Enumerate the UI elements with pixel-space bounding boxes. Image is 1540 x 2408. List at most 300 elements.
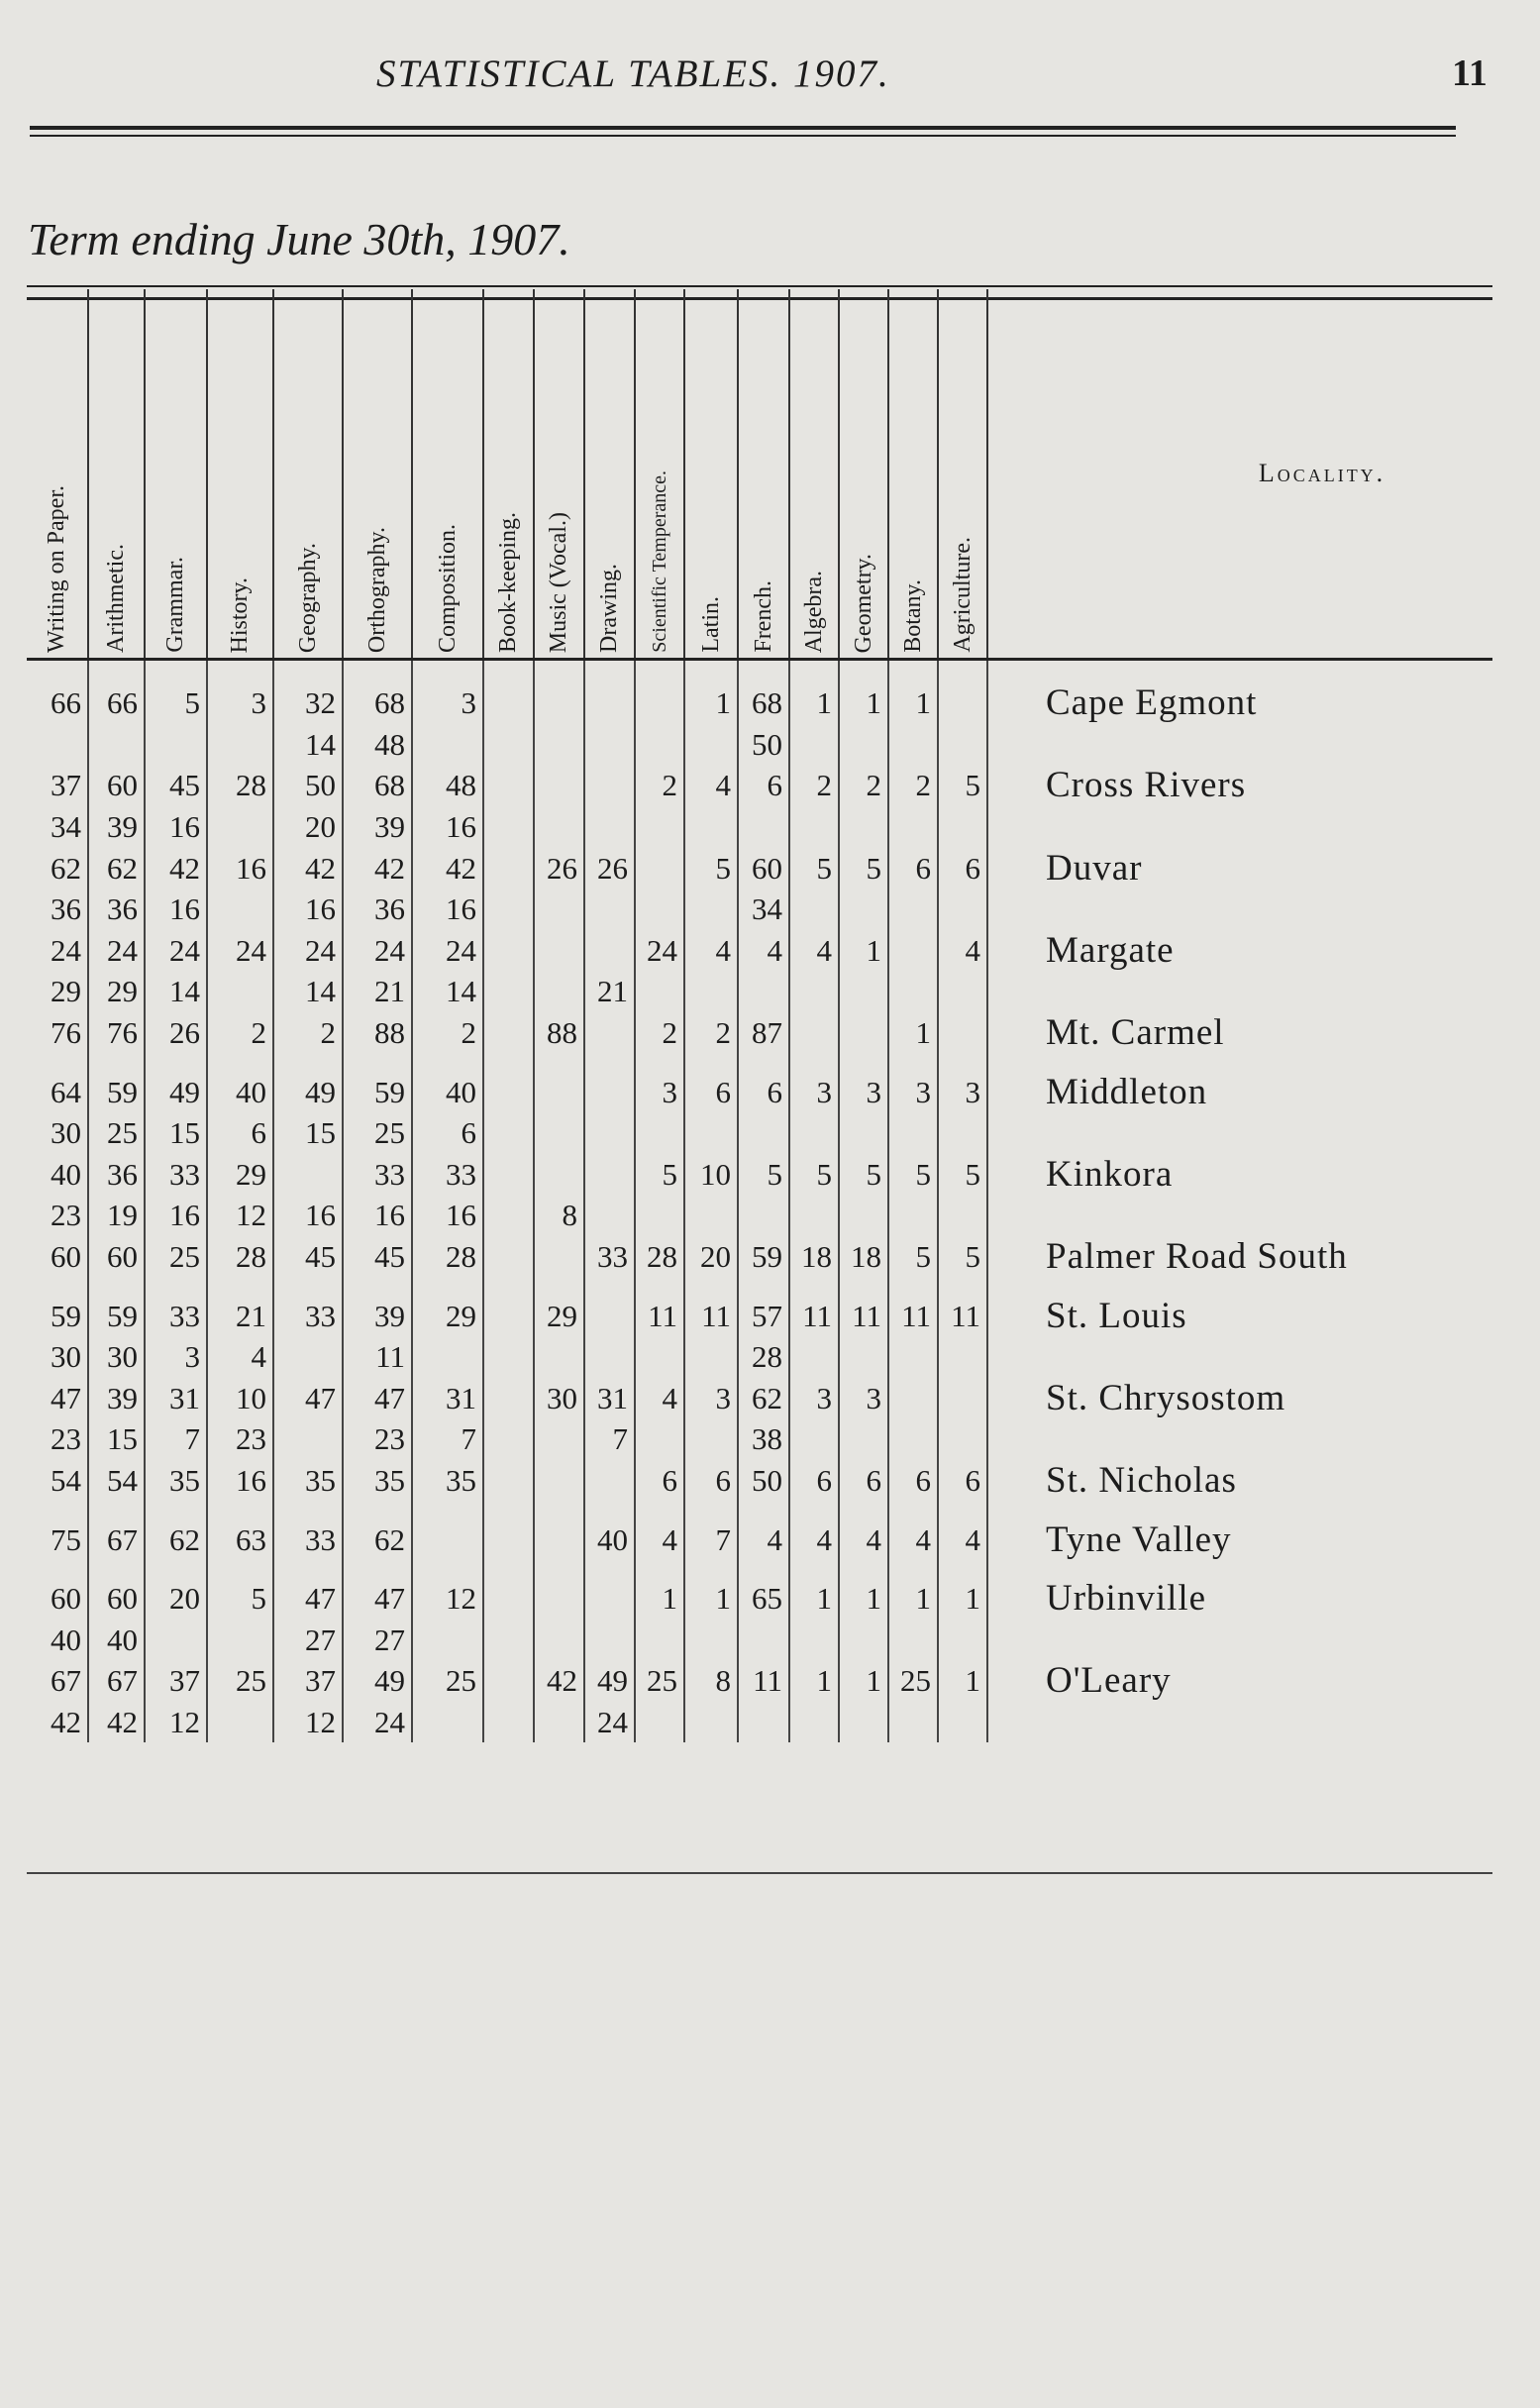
- column-header-label: Geometry.: [850, 553, 876, 653]
- table-cell: [839, 1418, 888, 1460]
- table-cell: 28: [635, 1236, 684, 1278]
- table-row: [27, 1619, 1492, 1660]
- column-header: [483, 289, 534, 660]
- table-row: [27, 765, 1492, 806]
- table-cell: 16: [207, 847, 273, 889]
- spacer-cell: [738, 1053, 789, 1071]
- table-cell: 11: [888, 1295, 938, 1336]
- table-row: [27, 971, 1492, 1012]
- table-cell: 11: [684, 1295, 738, 1336]
- spacer-cell: [145, 1501, 207, 1518]
- table-cell: 5: [938, 765, 987, 806]
- table-cell: 49: [584, 1660, 635, 1702]
- locality-cell: Kinkora: [1046, 1153, 1174, 1195]
- table-cell: [483, 724, 534, 766]
- column-header-label: Botany.: [899, 579, 926, 653]
- table-cell: [684, 1336, 738, 1378]
- table-cell: 31: [584, 1378, 635, 1419]
- table-row: [27, 1195, 1492, 1236]
- table-cell: 1: [789, 1660, 839, 1702]
- table-cell: 15: [145, 1112, 207, 1154]
- table-cell: 36: [88, 1154, 145, 1196]
- table-cell: 45: [273, 1236, 343, 1278]
- table-cell: 2: [888, 765, 938, 806]
- table-cell: [938, 660, 987, 724]
- spacer-cell: [534, 1501, 584, 1518]
- table-cell: 60: [88, 1236, 145, 1278]
- table-cell: 6: [789, 1460, 839, 1502]
- table-cell: 23: [27, 1418, 88, 1460]
- table-cell: 11: [839, 1295, 888, 1336]
- table-cell: [938, 1702, 987, 1743]
- spacer-cell: [789, 1560, 839, 1578]
- spacer-cell: [145, 1560, 207, 1578]
- table-cell: [635, 1336, 684, 1378]
- table-cell: 29: [412, 1295, 483, 1336]
- spacer-cell: [483, 1277, 534, 1295]
- table-row: [27, 1378, 1492, 1419]
- table-cell: 39: [343, 806, 412, 848]
- column-header: [534, 289, 584, 660]
- table-cell: 8: [534, 1195, 584, 1236]
- table-cell: 16: [343, 1195, 412, 1236]
- table-rule-top: [27, 285, 1492, 287]
- spacer-cell: [483, 1053, 534, 1071]
- table-cell: [888, 1619, 938, 1660]
- locality-cell: Tyne Valley: [1046, 1518, 1232, 1560]
- column-header: [938, 289, 987, 660]
- table-cell: [635, 1112, 684, 1154]
- table-header: [27, 289, 1492, 660]
- table-cell: 40: [27, 1619, 88, 1660]
- spacer-cell: [145, 1053, 207, 1071]
- table-cell: 26: [534, 847, 584, 889]
- table-cell: 59: [738, 1236, 789, 1278]
- table-cell: [938, 1619, 987, 1660]
- table-cell: [738, 1195, 789, 1236]
- table-cell: 24: [273, 930, 343, 972]
- table-cell: 1: [938, 1660, 987, 1702]
- table-cell: 47: [343, 1578, 412, 1620]
- spacer-cell: [273, 1501, 343, 1518]
- table-row: [27, 1071, 1492, 1112]
- table-cell: 5: [839, 1154, 888, 1196]
- table-cell: [534, 971, 584, 1012]
- spacer-cell: [684, 1501, 738, 1518]
- table-cell: [789, 889, 839, 930]
- table-cell: 1: [938, 1578, 987, 1620]
- spacer-cell: [343, 1053, 412, 1071]
- spacer-cell: [88, 1053, 145, 1071]
- table-cell: 6: [684, 1460, 738, 1502]
- table-cell: 39: [88, 1378, 145, 1419]
- column-header-label: Composition.: [434, 523, 461, 653]
- table-cell: [738, 971, 789, 1012]
- table-cell: 25: [635, 1660, 684, 1702]
- table-cell: 5: [839, 847, 888, 889]
- locality-cell: Margate: [1046, 929, 1175, 971]
- table-cell: [534, 724, 584, 766]
- table-cell: 5: [938, 1154, 987, 1196]
- table-cell: 39: [343, 1295, 412, 1336]
- table-cell: [483, 1112, 534, 1154]
- spacer-cell: [145, 1277, 207, 1295]
- spacer-cell: [584, 1560, 635, 1578]
- table-cell: 2: [273, 1012, 343, 1054]
- table-cell: [207, 971, 273, 1012]
- table-cell: 5: [789, 1154, 839, 1196]
- table-cell: [534, 1619, 584, 1660]
- table-cell: 2: [635, 765, 684, 806]
- table-cell: [888, 889, 938, 930]
- spacer-cell: [88, 1560, 145, 1578]
- column-header-label: French.: [750, 580, 776, 653]
- spacer-cell: [584, 1053, 635, 1071]
- table-cell: [839, 1336, 888, 1378]
- table-cell: 23: [343, 1418, 412, 1460]
- table-cell: 48: [343, 724, 412, 766]
- table-cell: 54: [27, 1460, 88, 1502]
- column-header-locality: [987, 289, 1492, 660]
- table-cell: 88: [343, 1012, 412, 1054]
- table-cell: [483, 971, 534, 1012]
- spacer-cell: [343, 1560, 412, 1578]
- table-cell: 67: [27, 1660, 88, 1702]
- table-cell: [789, 724, 839, 766]
- table-cell: 14: [273, 724, 343, 766]
- table-cell: 1: [635, 1578, 684, 1620]
- table-cell: [483, 847, 534, 889]
- table-cell: [483, 1012, 534, 1054]
- table-cell: [635, 1702, 684, 1743]
- column-header-label: Arithmetic.: [103, 544, 129, 653]
- table-cell: 87: [738, 1012, 789, 1054]
- table-cell: 16: [412, 1195, 483, 1236]
- table-cell: [483, 1578, 534, 1620]
- table-cell: [584, 1112, 635, 1154]
- table-cell: 33: [145, 1295, 207, 1336]
- locality-cell: [987, 1195, 1492, 1236]
- table-cell: 5: [789, 847, 839, 889]
- locality-cell: O'Leary: [1046, 1660, 1172, 1702]
- table-cell: [534, 660, 584, 724]
- table-row: [27, 1112, 1492, 1154]
- table-cell: 49: [273, 1071, 343, 1112]
- table-cell: [273, 1336, 343, 1378]
- table-cell: 47: [27, 1378, 88, 1419]
- spacer-cell: [584, 1277, 635, 1295]
- table-cell: [635, 660, 684, 724]
- table-cell: 4: [888, 1518, 938, 1560]
- table-cell: [684, 724, 738, 766]
- table-cell: [839, 971, 888, 1012]
- table-cell: 60: [27, 1236, 88, 1278]
- table-cell: 37: [273, 1660, 343, 1702]
- table-cell: 4: [635, 1518, 684, 1560]
- table-cell: 3: [839, 1378, 888, 1419]
- table-cell: [839, 1112, 888, 1154]
- table-row: [27, 806, 1492, 848]
- spacer-cell: [987, 1277, 1492, 1295]
- locality-cell: St. Louis: [1046, 1295, 1187, 1336]
- locality-cell: [987, 1702, 1492, 1743]
- table-cell: 7: [584, 1418, 635, 1460]
- table-cell: [888, 971, 938, 1012]
- table-cell: [635, 806, 684, 848]
- table-cell: 59: [88, 1295, 145, 1336]
- table-row: [27, 660, 1492, 724]
- spacer-cell: [483, 1501, 534, 1518]
- table-cell: 21: [584, 971, 635, 1012]
- table-cell: 6: [207, 1112, 273, 1154]
- table-cell: 48: [412, 765, 483, 806]
- table-cell: [584, 806, 635, 848]
- locality-cell: St. Nicholas: [1046, 1459, 1237, 1501]
- locality-cell: St. Chrysostom: [1046, 1377, 1286, 1418]
- column-header: [789, 289, 839, 660]
- table-cell: [483, 1660, 534, 1702]
- table-cell: 39: [88, 806, 145, 848]
- table-cell: [534, 806, 584, 848]
- table-cell: 29: [88, 971, 145, 1012]
- table-cell: [635, 847, 684, 889]
- table-cell: 60: [738, 847, 789, 889]
- table-cell: 8: [684, 1660, 738, 1702]
- spacer-cell: [584, 1501, 635, 1518]
- table-cell: 3: [684, 1378, 738, 1419]
- locality-cell: Cross Rivers: [1046, 765, 1247, 806]
- spacer-cell: [273, 1277, 343, 1295]
- table-cell: 5: [888, 1154, 938, 1196]
- spacer-cell: [738, 1560, 789, 1578]
- table-cell: [534, 930, 584, 972]
- table-cell: 66: [88, 660, 145, 724]
- column-header: [343, 289, 412, 660]
- table-cell: [483, 930, 534, 972]
- table-cell: 3: [635, 1071, 684, 1112]
- table-cell: [839, 1195, 888, 1236]
- column-header-label: Grammar.: [162, 557, 188, 653]
- table-cell: [207, 889, 273, 930]
- spacer-cell: [635, 1560, 684, 1578]
- table-cell: [888, 930, 938, 972]
- table-cell: [938, 724, 987, 766]
- table-cell: 2: [684, 1012, 738, 1054]
- table-cell: [888, 1112, 938, 1154]
- locality-cell: Middleton: [1046, 1071, 1208, 1112]
- table-cell: 4: [738, 1518, 789, 1560]
- table-cell: 2: [839, 765, 888, 806]
- table-cell: [635, 1619, 684, 1660]
- table-cell: [412, 724, 483, 766]
- table-cell: 40: [584, 1518, 635, 1560]
- column-header-label: Book-keeping.: [495, 512, 521, 653]
- table-cell: [483, 1071, 534, 1112]
- table-cell: [635, 724, 684, 766]
- table-cell: 35: [343, 1460, 412, 1502]
- table-cell: 60: [88, 765, 145, 806]
- table-cell: [483, 1336, 534, 1378]
- table-rule-bottom: [27, 1872, 1492, 1874]
- table-cell: 24: [88, 930, 145, 972]
- table-cell: 4: [207, 1336, 273, 1378]
- column-header-label: Locality.: [1258, 459, 1386, 487]
- table-cell: [584, 889, 635, 930]
- table-row: [27, 889, 1492, 930]
- table-cell: 35: [412, 1460, 483, 1502]
- table-cell: 6: [938, 847, 987, 889]
- table-cell: [207, 1702, 273, 1743]
- table-cell: 18: [839, 1236, 888, 1278]
- table-subtitle: Term ending June 30th, 1907.: [28, 214, 570, 264]
- table-cell: [839, 1619, 888, 1660]
- table-cell: [483, 1418, 534, 1460]
- table-cell: 11: [738, 1660, 789, 1702]
- table-cell: 64: [27, 1071, 88, 1112]
- spacer-cell: [273, 1053, 343, 1071]
- table-cell: [789, 1195, 839, 1236]
- table-cell: 31: [412, 1378, 483, 1419]
- table-cell: [888, 1418, 938, 1460]
- table-cell: [684, 1702, 738, 1743]
- table-cell: [145, 724, 207, 766]
- table-cell: [584, 724, 635, 766]
- table-cell: 5: [888, 1236, 938, 1278]
- table-cell: 5: [738, 1154, 789, 1196]
- table-cell: 28: [412, 1236, 483, 1278]
- table-cell: 11: [635, 1295, 684, 1336]
- table-cell: [789, 1336, 839, 1378]
- spacer-cell: [534, 1053, 584, 1071]
- table-cell: [938, 1112, 987, 1154]
- table-cell: 40: [207, 1071, 273, 1112]
- table-row: [27, 1154, 1492, 1196]
- table-cell: [483, 1236, 534, 1278]
- table-row: [27, 1418, 1492, 1460]
- table-cell: [483, 660, 534, 724]
- column-header-label: Music (Vocal.): [546, 511, 571, 653]
- table-cell: [938, 1195, 987, 1236]
- table-cell: 6: [635, 1460, 684, 1502]
- table-cell: [888, 1702, 938, 1743]
- table-cell: 16: [273, 889, 343, 930]
- group-spacer: [27, 1053, 1492, 1071]
- column-header-label: Latin.: [697, 596, 724, 653]
- table-cell: [412, 1619, 483, 1660]
- spacer-cell: [987, 1053, 1492, 1071]
- spacer-cell: [273, 1560, 343, 1578]
- table-cell: 20: [145, 1578, 207, 1620]
- table-cell: 20: [273, 806, 343, 848]
- table-cell: [635, 971, 684, 1012]
- spacer-cell: [27, 1560, 88, 1578]
- table-cell: 6: [839, 1460, 888, 1502]
- column-header-label: Orthography.: [363, 526, 390, 653]
- table-cell: 3: [789, 1378, 839, 1419]
- column-header: [145, 289, 207, 660]
- column-header-label: Geography.: [294, 542, 321, 653]
- table-cell: 1: [839, 1660, 888, 1702]
- table-cell: 30: [88, 1336, 145, 1378]
- spacer-cell: [888, 1560, 938, 1578]
- table-cell: 1: [888, 1578, 938, 1620]
- table-cell: [938, 1378, 987, 1419]
- spacer-cell: [412, 1277, 483, 1295]
- table-cell: 27: [343, 1619, 412, 1660]
- column-header: [88, 289, 145, 660]
- table-cell: [684, 1619, 738, 1660]
- table-cell: [483, 1295, 534, 1336]
- table-cell: 59: [27, 1295, 88, 1336]
- table-cell: 30: [27, 1112, 88, 1154]
- locality-cell: Cape Egmont: [1046, 682, 1258, 724]
- table-cell: 4: [738, 930, 789, 972]
- table-cell: [412, 1336, 483, 1378]
- table-cell: 42: [343, 847, 412, 889]
- table-cell: [534, 1418, 584, 1460]
- table-cell: 4: [635, 1378, 684, 1419]
- table-cell: 15: [88, 1418, 145, 1460]
- table-cell: [88, 724, 145, 766]
- table-cell: [27, 724, 88, 766]
- table-cell: 25: [412, 1660, 483, 1702]
- spacer-cell: [412, 1053, 483, 1071]
- table-cell: [483, 1460, 534, 1502]
- table-cell: [839, 889, 888, 930]
- table-cell: 68: [343, 765, 412, 806]
- table-cell: 50: [738, 1460, 789, 1502]
- table-cell: 6: [738, 1071, 789, 1112]
- table-cell: 24: [27, 930, 88, 972]
- spacer-cell: [27, 1501, 88, 1518]
- table-cell: [207, 724, 273, 766]
- spacer-cell: [738, 1277, 789, 1295]
- spacer-cell: [789, 1277, 839, 1295]
- table-cell: 21: [343, 971, 412, 1012]
- table-cell: 3: [145, 1336, 207, 1378]
- table-cell: [938, 1418, 987, 1460]
- table-row: [27, 1295, 1492, 1336]
- column-header-label: Scientific Temperance.: [648, 471, 670, 653]
- table-cell: 42: [27, 1702, 88, 1743]
- table-cell: 28: [207, 765, 273, 806]
- table-cell: 5: [635, 1154, 684, 1196]
- spacer-cell: [839, 1501, 888, 1518]
- table-cell: 67: [88, 1518, 145, 1560]
- table-cell: [684, 1418, 738, 1460]
- table-cell: 12: [273, 1702, 343, 1743]
- table-cell: 4: [789, 930, 839, 972]
- table-cell: 59: [343, 1071, 412, 1112]
- table-cell: 2: [207, 1012, 273, 1054]
- table-cell: [888, 724, 938, 766]
- table-cell: 18: [789, 1236, 839, 1278]
- table-cell: 50: [738, 724, 789, 766]
- table-cell: 33: [273, 1295, 343, 1336]
- table-cell: 19: [88, 1195, 145, 1236]
- table-cell: 27: [273, 1619, 343, 1660]
- table-cell: [584, 1619, 635, 1660]
- table-cell: 6: [888, 847, 938, 889]
- spacer-cell: [88, 1277, 145, 1295]
- table-cell: 21: [207, 1295, 273, 1336]
- table-cell: 29: [207, 1154, 273, 1196]
- table-cell: [789, 971, 839, 1012]
- table-cell: 24: [584, 1702, 635, 1743]
- table-cell: 14: [273, 971, 343, 1012]
- table-cell: [273, 1418, 343, 1460]
- table-cell: [839, 806, 888, 848]
